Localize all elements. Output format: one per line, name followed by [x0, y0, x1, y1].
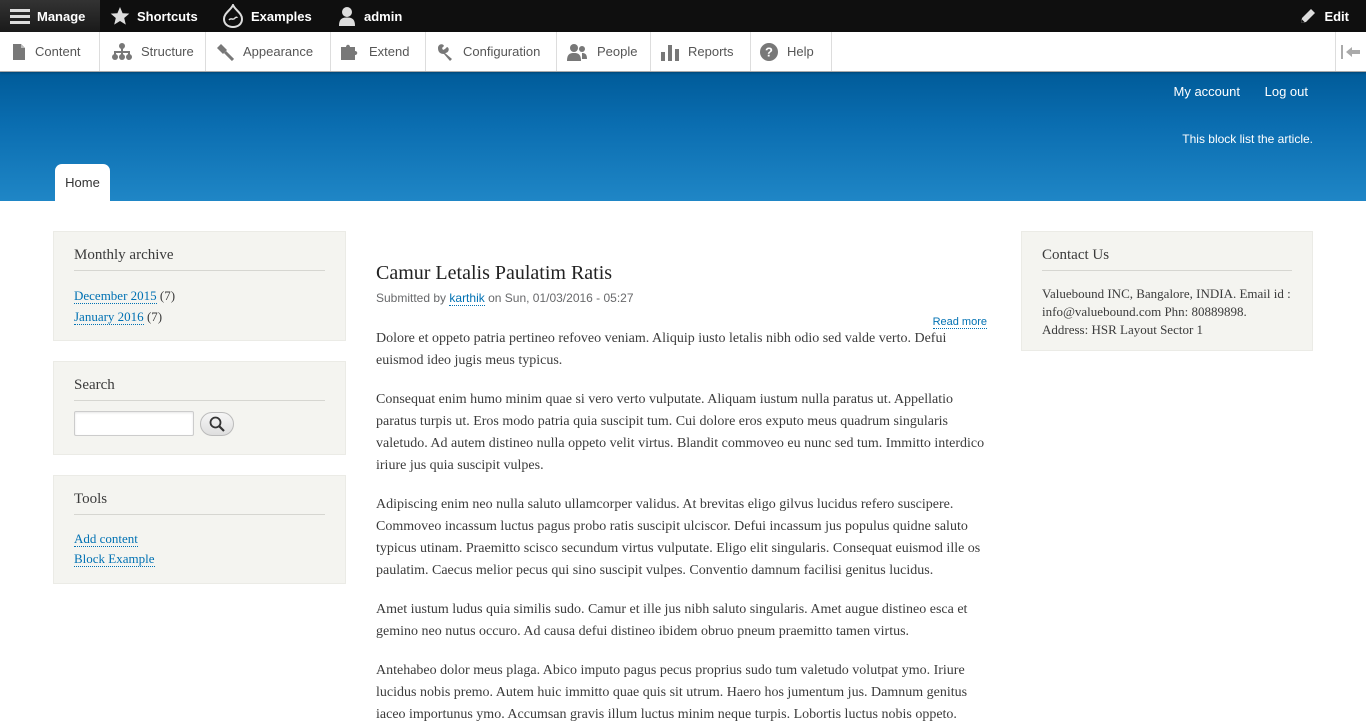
tools-item: [74, 549, 325, 569]
tab-home[interactable]: Home: [55, 164, 110, 201]
article-title[interactable]: Camur Letalis Paulatim Ratis: [376, 262, 613, 284]
tray-item-configuration[interactable]: [426, 32, 557, 71]
collapse-left-icon: [1341, 45, 1361, 59]
submitted-date: on Sun, 01/03/2016 - 05:27: [488, 291, 634, 305]
article-paragraph: Dolore et oppeto patria pertineo refoveo veniam. Aliquip iusto letalis nibh odio sed valde verto. Defui euismod ideo jugis meus typicus.: [376, 331, 947, 368]
hamburger-icon: [10, 8, 30, 24]
tray-item-label: Structure: [141, 44, 194, 59]
archive-item: [74, 306, 325, 327]
user-label: admin: [364, 8, 403, 24]
log-out-link[interactable]: Log out: [1264, 84, 1308, 99]
search-block: [53, 361, 346, 455]
wrench-icon: [436, 43, 454, 61]
user-icon: [337, 6, 357, 26]
tools-block: [53, 475, 346, 584]
manage-tab[interactable]: [0, 0, 100, 32]
author-link[interactable]: karthik: [449, 291, 485, 305]
archive-count: (7): [159, 288, 176, 303]
tray-item-appearance[interactable]: [206, 32, 331, 71]
admin-tray: [0, 32, 1366, 72]
shortcuts-label: Shortcuts: [137, 8, 198, 24]
submitted-prefix: Submitted by: [376, 291, 447, 305]
block-example-link[interactable]: Block Example: [74, 551, 155, 566]
edit-tab[interactable]: [1299, 0, 1349, 32]
tray-item-label: Configuration: [463, 44, 541, 59]
add-content-link[interactable]: Add content: [74, 531, 138, 546]
search-button[interactable]: [200, 412, 234, 436]
archive-item: [74, 285, 325, 306]
archive-link-january-2016[interactable]: January 2016: [74, 309, 144, 324]
article-paragraph: Antehabeo dolor meus plaga. Abico imputo pagus pecus proprius sudo tum valetudo volutpat ymo. Iriure lucidus nobis premo. Autem huic immitto quae quis sit utrum. Haero hos jumentum jus. Damnum genitus iaceo importunus ymo. Accumsan gravis illum luctus minim neque turpis. Lobortis luctus nobis oppeto.: [376, 663, 968, 722]
my-account-link[interactable]: My account: [1173, 84, 1240, 99]
tray-item-label: Reports: [688, 44, 734, 59]
tray-item-label: Extend: [369, 44, 410, 59]
orientation-toggle[interactable]: [1335, 32, 1366, 71]
tools-item: [74, 529, 325, 549]
article: [376, 262, 987, 724]
examples-tab[interactable]: [222, 0, 312, 32]
star-icon: [110, 6, 130, 26]
tray-item-extend[interactable]: [331, 32, 426, 71]
drupal-drop-icon: [222, 4, 244, 28]
tray-item-reports[interactable]: [651, 32, 751, 71]
article-paragraph: Consequat enim humo minim quae si vero verto vulputate. Aliquam iustum nulla paratus ut. Appellatio paratus turpis ut. Eros modo patria quia suscipit tum. Cui dolore eros exputo meus quadrum singularis valetudo. Ad autem distineo nulla oppeto velit virtus. Blandit commoveo eu nunc sed tum. Immitto interdico iriure jus quia suscipit vulpes.: [376, 392, 985, 473]
block-title: Tools: [74, 476, 325, 515]
edit-label: Edit: [1324, 8, 1349, 24]
document-icon: [12, 44, 26, 60]
monthly-archive-block: [53, 231, 346, 341]
article-paragraph: Adipiscing enim neo nulla saluto ullamcorper validus. At brevitas eligo gilvus lucidus refero suscipere. Commoveo incassum luctus pagus probo ratis suscipit ulciscor. Defui incassum jus populus quidne saluto typicus utinam. Praemitto scisco secundum virtus vulputate. Eligo elit singularis. Consequat euismod ille os paulatim. Caecus melior pecus qui sino suscipit vulpes. Conventio damnum facilisi genitus lucidus.: [376, 497, 981, 578]
tray-item-structure[interactable]: [100, 32, 206, 71]
tray-item-label: People: [597, 44, 638, 59]
tray-item-label: Content: [35, 44, 81, 59]
tray-item-label: Appearance: [243, 44, 314, 59]
tray-item-people[interactable]: [557, 32, 651, 71]
manage-label: Manage: [37, 8, 86, 24]
header-block-text: This block list the article.: [1182, 132, 1313, 146]
paintbrush-icon: [216, 43, 234, 61]
search-icon: [209, 416, 225, 432]
svg-text:?: ?: [765, 44, 773, 59]
read-more-link[interactable]: Read more: [932, 316, 987, 328]
pencil-icon: [1299, 7, 1317, 25]
shortcuts-tab[interactable]: [110, 0, 198, 32]
archive-count: (7): [146, 309, 163, 324]
admin-toolbar: [0, 0, 1366, 32]
sitemap-icon: [112, 43, 132, 61]
read-more-wrapper: [376, 316, 987, 328]
site-header: [0, 72, 1366, 201]
archive-link-december-2015[interactable]: December 2015: [74, 288, 157, 303]
tray-item-content[interactable]: [0, 32, 100, 71]
tray-item-label: Help: [787, 44, 814, 59]
search-input[interactable]: [74, 411, 194, 436]
bar-chart-icon: [661, 43, 679, 61]
tray-item-help[interactable]: [751, 32, 832, 71]
block-title: Search: [74, 362, 325, 401]
block-title: Monthly archive: [74, 232, 325, 271]
people-icon: [566, 43, 588, 61]
examples-label: Examples: [251, 8, 312, 24]
contact-text: Valuebound INC, Bangalore, INDIA. Email id : info@valuebound.com Phn: 80889898. Address: HSR Layout Sector 1: [1042, 286, 1291, 337]
help-icon: [760, 43, 778, 61]
puzzle-icon: [340, 43, 360, 61]
article-meta: [376, 291, 987, 305]
contact-us-block: [1021, 231, 1313, 351]
user-tab[interactable]: [337, 0, 402, 32]
block-title: Contact Us: [1042, 232, 1292, 271]
article-paragraph: Amet iustum ludus quia similis sudo. Camur et ille jus nibh saluto singularis. Amet augue distineo esca et gemino neo nutus occuro. Ad causa defui distineo ibidem obruo pneum praemitto tamen virtus.: [376, 602, 968, 639]
